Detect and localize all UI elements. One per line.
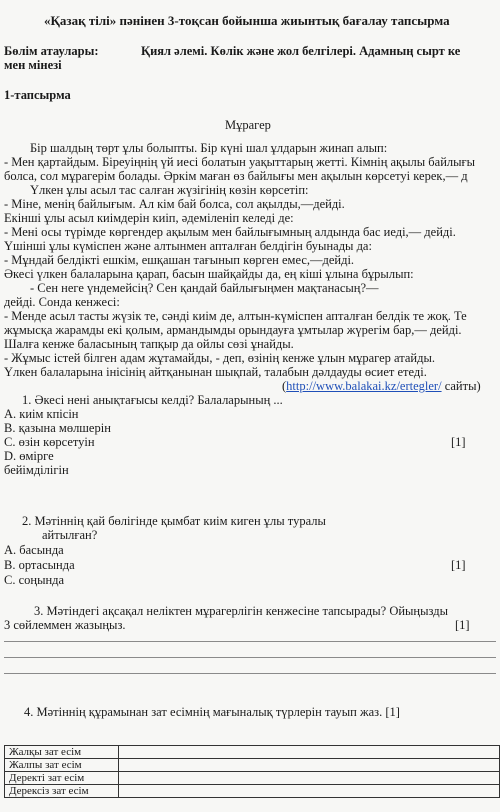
- question-3-text-cont: 3 сөйлеммен жазыңыз.: [4, 618, 126, 632]
- noun-types-table: [4, 745, 500, 798]
- question-4-text: 4. Мәтіннің құрамынан зат есімнің мағыналық түрлерін тауып жаз. [1]: [24, 705, 400, 719]
- section-values-cont: мен мінезі: [4, 58, 62, 72]
- noun-type-label: Жалқы зат есім: [5, 746, 119, 759]
- q2-mark: [1]: [451, 558, 466, 572]
- answer-line[interactable]: [4, 657, 496, 658]
- answer-line[interactable]: [4, 641, 496, 642]
- story-line: болса, сол мұрагерім болады. Әркім маған өз байлығы мен ақылын көрсетуі керек,— д: [4, 169, 468, 183]
- story-line: - Мұндай белдікті ешкім, ешқашан тағынып көрген емес,—дейді.: [4, 253, 355, 267]
- question-2-text: 2. Мәтіннің қай бөлігінде қымбат киім киген ұлы туралы: [22, 514, 326, 528]
- question-2-text-cont: айтылған?: [42, 528, 98, 542]
- story-line: Үлкен ұлы асыл тас салған жүзігінің көзін көрсетіп:: [30, 183, 309, 197]
- noun-type-label: Дерексіз зат есім: [5, 785, 119, 798]
- q1-option-a[interactable]: А. киім кпісін: [4, 407, 79, 421]
- story-line: Бір шалдың төрт ұлы болыпты. Бір күні шал ұлдарын жинап алып:: [30, 141, 388, 155]
- answer-cell[interactable]: [118, 746, 499, 759]
- task-heading: 1-тапсырма: [4, 88, 71, 102]
- noun-type-label: Деректі зат есім: [5, 772, 119, 785]
- story-line: Үшінші ұлы күміспен және алтынмен апталған белдігін буынады да:: [4, 239, 372, 253]
- answer-cell[interactable]: [118, 772, 499, 785]
- story-line: дейді. Сонда кенжесі:: [4, 295, 120, 309]
- section-label: Бөлім атаулары:: [4, 44, 99, 58]
- q1-option-d-cont: бейімділігін: [4, 463, 69, 477]
- story-line: - Жұмыс істей білген адам жұтамайды, - деп, өзінің кенже ұлын мұрагер атайды.: [4, 351, 435, 365]
- story-line: - Мен қартайдым. Біреуіңнің үй иесі болатын уақыттарың жетті. Кімнің ақылы байлығы: [4, 155, 476, 169]
- section-values: Қиял әлемі. Көлік және жол белгілері. Адамның сырт ке: [141, 44, 461, 58]
- story-line: - Мені осы түрімде көргендер ақылым мен байлығымның алдында бас иеді,— дейді.: [4, 225, 456, 239]
- story-line: жұмысқа жарамды екі қолым, армандымды орындауға ұмтылар жүрегім бар,— дейді.: [4, 323, 462, 337]
- source-citation: (http://www.balakai.kz/ertegler/ сайты): [282, 379, 481, 393]
- q1-option-c[interactable]: С. өзін көрсетуін: [4, 435, 95, 449]
- question-3-text: 3. Мәтіндегі ақсақал неліктен мұрагерлігін кенжесіне тапсырады? Ойыңызды: [34, 604, 448, 618]
- story-line: - Міне, менің байлығым. Ал кім бай болса, сол ақылды,—дейді.: [4, 197, 345, 211]
- worksheet-title: «Қазақ тілі» пәнінен 3-тоқсан бойынша жиынтық бағалау тапсырма: [44, 13, 450, 28]
- q1-option-d[interactable]: D. өмірге: [4, 449, 54, 463]
- table-row: [5, 746, 500, 759]
- question-1-text: 1. Әкесі нені анықтағысы келді? Балаларының ...: [22, 393, 283, 407]
- q2-option-c[interactable]: С. соңында: [4, 573, 65, 587]
- table-row: [5, 772, 500, 785]
- story-line: Әкесі үлкен балаларына қарап, басын шайқайды да, ең кіші ұлына бұрылып:: [4, 267, 414, 281]
- story-line: Шалға кенже баласының тапқыр да ойлы сөзі ұнайды.: [4, 337, 294, 351]
- story-line: Үлкен балаларына інісінің айтқанынан шықпай, талабын дәлдауды өсиет етеді.: [4, 365, 427, 379]
- source-link[interactable]: http://www.balakai.kz/ertegler/: [286, 379, 442, 393]
- q1-mark: [1]: [451, 435, 466, 449]
- story-title: Мұрагер: [225, 118, 271, 132]
- story-line: - Сен неге үндемейсің? Сен қандай байлығыңмен мақтанасың?—: [30, 281, 379, 295]
- answer-line[interactable]: [4, 673, 496, 674]
- q2-option-a[interactable]: А. басында: [4, 543, 64, 557]
- q3-mark: [1]: [455, 618, 470, 632]
- story-line: - Менде асыл тасты жүзік те, сәнді киім де, алтын-күміспен апталған белдік те жоқ. Те: [4, 309, 467, 323]
- q2-option-b[interactable]: В. ортасында: [4, 558, 75, 572]
- table-row: [5, 759, 500, 772]
- noun-type-label: Жалпы зат есім: [5, 759, 119, 772]
- answer-cell[interactable]: [118, 785, 499, 798]
- answer-cell[interactable]: [118, 759, 499, 772]
- table-row: [5, 785, 500, 798]
- q1-option-b[interactable]: В. қазына мөлшерін: [4, 421, 111, 435]
- story-line: Екінші ұлы асыл киімдерін киіп, әдемiленiп келеді де:: [4, 211, 294, 225]
